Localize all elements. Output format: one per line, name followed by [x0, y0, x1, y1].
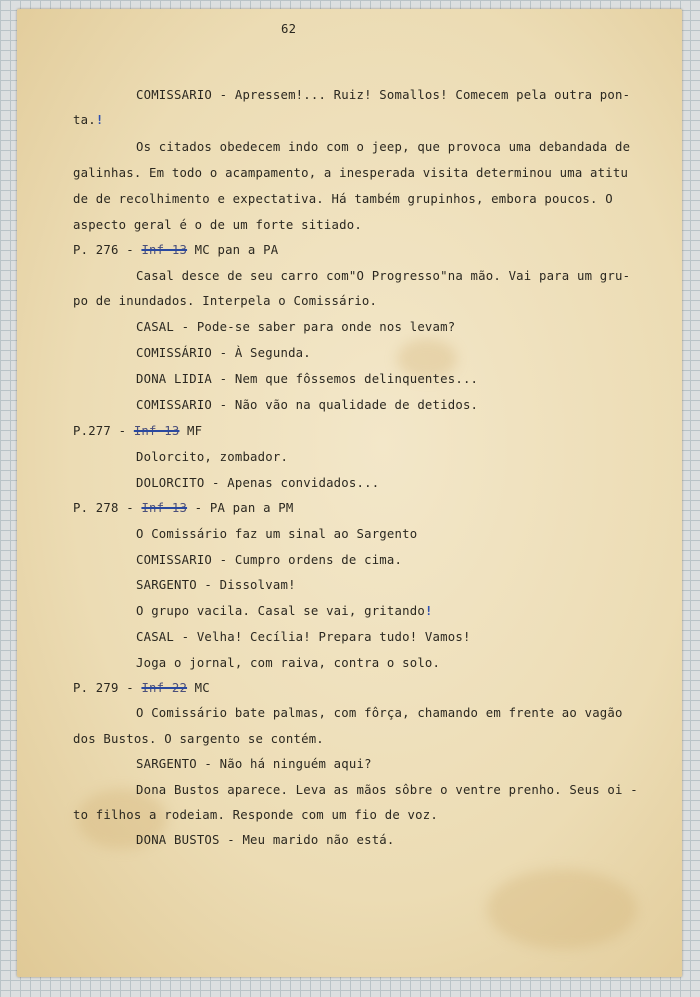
dialogue-line: COMISSARIO - Cumpro ordens de cima.: [136, 553, 403, 567]
script-line: aspecto geral é o de um forte sitiado.: [73, 218, 362, 232]
blue-pencil-mark: !: [424, 604, 433, 618]
script-line: dos Bustos. O sargento se contém.: [73, 732, 324, 746]
script-line: COMISSARIO - Apressem!... Ruiz! Somallos! Comecem pela outra pon-: [136, 88, 631, 102]
blue-pencil-mark: !: [95, 113, 104, 127]
script-line: de de recolhimento e expectativa. Há também grupinhos, embora poucos. O: [73, 192, 613, 206]
script-line: to filhos a rodeiam. Responde com um fio de voz.: [73, 808, 438, 822]
dialogue-line: SARGENTO - Dissolvam!: [136, 578, 296, 592]
dialogue-line: DONA BUSTOS - Meu marido não está.: [136, 833, 395, 847]
script-line: Os citados obedecem indo com o jeep, que provoca uma debandada de: [136, 140, 631, 154]
script-line: O Comissário faz um sinal ao Sargento: [136, 527, 418, 541]
dialogue-line: DOLORCITO - Apenas convidados...: [136, 476, 380, 490]
shot-heading: P. 276 - Inf 13 MC pan a PA: [73, 243, 279, 257]
script-line: Joga o jornal, com raiva, contra o solo.: [136, 656, 441, 670]
struck-annotation: Inf 13: [133, 424, 180, 438]
shot-heading: P. 278 - Inf 13 - PA pan a PM: [73, 501, 294, 515]
script-line: Dolorcito, zombador.: [136, 450, 289, 464]
struck-annotation: Inf 13: [141, 501, 188, 515]
dialogue-line: CASAL - Pode-se saber para onde nos levam?: [136, 320, 456, 334]
script-line: O Comissário bate palmas, com fôrça, chamando em frente ao vagão: [136, 706, 623, 720]
script-line: po de inundados. Interpela o Comissário.: [73, 294, 378, 308]
script-line: Casal desce de seu carro com"O Progresso"na mão. Vai para um gru-: [136, 269, 631, 283]
typewritten-page: [17, 9, 682, 977]
paper-stain: [487, 869, 637, 949]
page-number: 62: [281, 22, 297, 36]
shot-heading: P.277 - Inf 13 MF: [73, 424, 203, 438]
script-line: ta.!: [73, 113, 104, 127]
script-line: galinhas. Em todo o acampamento, a inesperada visita determinou uma atitu: [73, 166, 629, 180]
script-line: O grupo vacila. Casal se vai, gritando!: [136, 604, 433, 618]
struck-annotation: Inf 22: [141, 681, 188, 695]
script-line: Dona Bustos aparece. Leva as mãos sôbre o ventre prenho. Seus oi -: [136, 783, 638, 797]
dialogue-line: DONA LIDIA - Nem que fôssemos delinquentes...: [136, 372, 479, 386]
dialogue-line: COMISSARIO - Não vão na qualidade de detidos.: [136, 398, 479, 412]
dialogue-line: SARGENTO - Não há ninguém aqui?: [136, 757, 372, 771]
dialogue-line: COMISSÁRIO - À Segunda.: [136, 346, 311, 360]
shot-heading: P. 279 - Inf 22 MC: [73, 681, 210, 695]
dialogue-line: CASAL - Velha! Cecília! Prepara tudo! Vamos!: [136, 630, 471, 644]
struck-annotation: Inf 13: [141, 243, 188, 257]
